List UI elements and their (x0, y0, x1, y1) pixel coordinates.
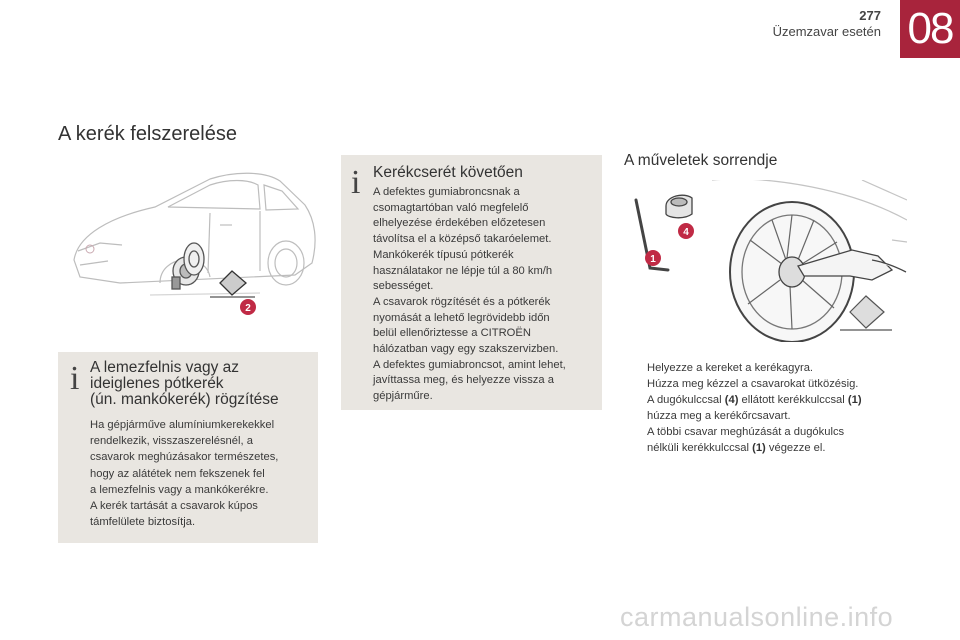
info-icon: i (351, 164, 361, 201)
chapter-number-badge: 08 (900, 0, 960, 58)
info-box-after-wheel-change (341, 155, 602, 410)
list-item: A többi csavar meghúzását a dugókulcs nélküli kerékkulccsal (1) végezze el. (647, 426, 845, 454)
callout-badge-1: 1 (650, 254, 656, 265)
watermark: carmanualsonline.info (620, 602, 894, 632)
list-item: Húzza meg kézzel a csavarokat ütközésig. (647, 378, 859, 390)
info-box-title: A lemezfelnis vagy az ideiglenes pótkerék (ún. mankókerék) rögzítése (90, 359, 279, 408)
car-jack-illustration (60, 165, 322, 327)
info-icon: i (70, 360, 80, 397)
list-item: A dugókulccsal (4) ellátott kerékkulccsal (1) húzza meg a kerékőrcsavart. (647, 394, 862, 422)
callout-badge-4: 4 (683, 227, 689, 238)
page-title: A kerék felszerelése (58, 123, 237, 145)
chapter-title: Üzemzavar esetén (772, 24, 881, 39)
callout-badge-2: 2 (245, 303, 251, 314)
step-list (624, 360, 894, 456)
info-box-body: Ha gépjárműve alumíniumkerekekkel rendelkezik, visszaszerelésnél, a csavarok meghúzásakor természetes, hogy az alátétek nem fekszenek fel a lemezfelnis vagy a mankókerékre. A kerék tartását a csavarok kúpos támfelülete biztosítja. (90, 419, 279, 529)
info-box-title: Kerékcserét követően (373, 164, 523, 181)
sequence-title: A műveletek sorrendje (624, 152, 778, 169)
wheel-tightening-illustration (622, 180, 907, 342)
page-number: 277 (859, 8, 881, 23)
list-item: Helyezze a kereket a kerékagyra. (647, 362, 814, 374)
info-box-alloy-wheels (58, 352, 318, 543)
info-box-body: A defektes gumiabroncsnak a csomagtartóban való megfelelő elhelyezése érdekében előzetesen távolítsa el a középső takaróelemet. Mankókerék típusú pótkerék használatakor ne lépje túl a 80 km/h sebességet. A csavarok rögzítését és a pótkerék nyomását a lehető legrövidebb időn belül ellenőriztesse a CITROËN hálózatban vagy egy szakszervizben. A defektes gumiabroncsot, amint lehet, javíttassa meg, és helyezze vissza a gépjárműre. (373, 186, 566, 403)
